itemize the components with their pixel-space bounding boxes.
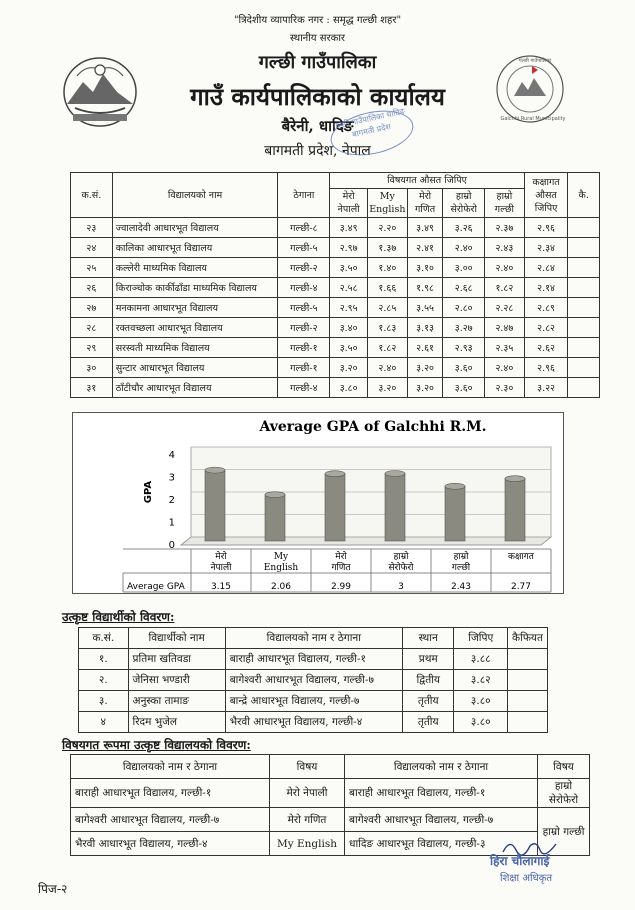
col-serophero: हाम्रो सेरोफेरो: [443, 189, 485, 218]
cell-sn: ३.: [79, 691, 129, 712]
col-remarks: कैफियत: [508, 628, 548, 649]
table-row: [71, 378, 600, 398]
cell-gpa-value: १.६६: [367, 278, 407, 298]
table-row: [79, 649, 548, 670]
cell-gpa-value: ३.५५: [407, 298, 443, 318]
cell-school: ज्वालादेवी आधारभूत विद्यालय: [112, 218, 278, 238]
chart-floor: [181, 537, 551, 545]
cell-gpa-value: ३.२७: [443, 318, 485, 338]
cell-gpa-value: २.९५: [330, 298, 368, 318]
cell-address: गल्छी-५: [278, 238, 330, 258]
cell-gpa-value: ३.४९: [330, 218, 368, 238]
col-school-2: विद्यालयको नाम र ठेगाना: [345, 755, 538, 779]
page-mark: पिज-२: [38, 882, 68, 896]
cell-gpa-value: १.८२: [485, 278, 525, 298]
cell-student-name: जेनिसा भण्डारी: [128, 670, 225, 691]
cell-school: मनकामना आधारभूत विद्यालय: [112, 298, 278, 318]
x-category-label: मेरो: [215, 552, 227, 562]
cell-position: तृतीय: [402, 691, 454, 712]
cell-gpa-value: ३.२६: [443, 218, 485, 238]
y-tick-label: 1: [168, 517, 175, 529]
x-category-label: हाम्रो: [453, 552, 469, 562]
table-row: [71, 238, 600, 258]
cell-remarks: [568, 358, 600, 378]
col-remarks: कै.: [568, 173, 600, 218]
data-label: 3: [398, 582, 404, 592]
cell-school: किराञ्चोक कार्कीढाँडा माध्यमिक विद्यालय: [112, 278, 278, 298]
signature-name: हिरा चौलागाई: [490, 854, 550, 868]
cell-sn: २८: [71, 318, 113, 338]
cell-gpa: ३.८०: [454, 691, 508, 712]
cell-school: बागेश्वरी आधारभूत विद्यालय, गल्छी-७: [345, 808, 538, 832]
cell-school-address: बान्द्रे आधारभूत विद्यालय, गल्छी-७: [225, 691, 402, 712]
y-tick-label: 2: [168, 495, 175, 506]
col-math: मेरो गणित: [407, 189, 443, 218]
table-row: [71, 338, 600, 358]
cell-sn: ४: [79, 712, 129, 733]
table-row: [79, 712, 548, 733]
cell-school-address: बागेश्वरी आधारभूत विद्यालय, गल्छी-७: [225, 670, 402, 691]
cell-school-address: भैरवी आधारभूत विद्यालय, गल्छी-४: [225, 712, 402, 733]
cell-gpa-value: २.४०: [485, 358, 525, 378]
table-row: [71, 808, 590, 832]
cell-gpa-value: २.३७: [485, 218, 525, 238]
cell-subject: मेरो नेपाली: [270, 779, 345, 808]
cell-gpa-value: १.८२: [367, 338, 407, 358]
cell-student-name: रिदम भुजेल: [128, 712, 225, 733]
x-category-label: नेपाली: [210, 563, 232, 573]
cell-subject: मेरो गणित: [270, 808, 345, 832]
cell-gpa-value: १.८३: [367, 318, 407, 338]
cell-remarks: [568, 278, 600, 298]
cell-school: सरस्वती माध्यमिक विद्यालय: [112, 338, 278, 358]
data-label: 2.06: [270, 582, 292, 592]
local-government-label: स्थानीय सरकार: [290, 33, 345, 44]
cell-gpa-value: ३.४०: [330, 318, 368, 338]
col-subject-1: विषय: [270, 755, 345, 779]
table-row: [71, 278, 600, 298]
office-place: बैरेनी, धादिङ: [281, 117, 354, 135]
cell-school: धादिङ आधारभूत विद्यालय, गल्छी-३: [345, 832, 538, 856]
cell-remarks: [508, 649, 548, 670]
cell-school: सुन्टार आधारभूत विद्यालय: [112, 358, 278, 378]
cell-sn: २९: [71, 338, 113, 358]
cell-sn: २.: [79, 670, 129, 691]
cell-gpa-value: २.८४: [524, 258, 568, 278]
col-total-gpa: कक्षागत औसत जिपिए: [524, 173, 568, 218]
x-category-label: कक्षागत: [508, 552, 534, 562]
cell-sn: २३: [71, 218, 113, 238]
cell-school-address: बाराही आधारभूत विद्यालय, गल्छी-१: [225, 649, 402, 670]
municipality-logo-text: गल्छी गाउँपालिका: [518, 58, 552, 64]
subject-best-section-title: विषयगत रूपमा उत्कृष्ट विद्यालयको विवरण:: [62, 738, 251, 752]
cell-gpa-value: २.४०: [443, 238, 485, 258]
cell-gpa-value: ३.६०: [443, 358, 485, 378]
col-english: My English: [367, 189, 407, 218]
cell-address: गल्छी-२: [278, 258, 330, 278]
cell-subject: हाम्रो गल्छी: [538, 808, 590, 856]
cell-remarks: [508, 712, 548, 733]
chart-bar-top: [265, 492, 285, 498]
cell-school: कालिका आधारभूत विद्यालय: [112, 238, 278, 258]
chart-bar-top: [385, 471, 405, 477]
cell-school: बाराही आधारभूत विद्यालय, गल्छी-१: [345, 779, 538, 808]
cell-gpa-value: ३.२०: [330, 358, 368, 378]
cell-gpa-value: २.८२: [524, 318, 568, 338]
province-name: बागमती प्रदेश, नेपाल: [264, 143, 371, 159]
data-label: 3.15: [210, 582, 232, 592]
cell-position: तृतीय: [402, 712, 454, 733]
y-tick-label: 4: [168, 450, 175, 461]
cell-gpa-value: २.३४: [524, 238, 568, 258]
cell-gpa-value: २.९७: [330, 238, 368, 258]
cell-gpa: ३.८८: [454, 649, 508, 670]
cell-remarks: [568, 238, 600, 258]
table-row: [71, 318, 600, 338]
data-label: 2.99: [330, 582, 352, 592]
x-category-label: English: [263, 563, 299, 573]
x-category-label: सेरोफेरो: [388, 563, 414, 573]
students-section-title: उत्कृष्ट विद्यार्थीको विवरण:: [62, 610, 175, 624]
cell-position: प्रथम: [402, 649, 454, 670]
chart-bar-top: [505, 476, 525, 482]
cell-remarks: [568, 258, 600, 278]
cell-gpa-value: २.८५: [367, 298, 407, 318]
cell-school: बागेश्वरी आधारभूत विद्यालय, गल्छी-७: [71, 808, 270, 832]
chart-bar: [385, 474, 405, 542]
cell-gpa-value: १.९८: [407, 278, 443, 298]
cell-position: द्वितीय: [402, 670, 454, 691]
cell-sn: १.: [79, 649, 129, 670]
cell-school: भैरवी आधारभूत विद्यालय, गल्छी-४: [71, 832, 270, 856]
cell-gpa-value: ३.६०: [443, 378, 485, 398]
chart-title: Average GPA of Galchhi R.M.: [259, 419, 487, 435]
office-stamp: गल्छी गाउँपालिका धादिङ बागमती प्रदेश: [327, 104, 418, 163]
cell-gpa-value: २.२०: [367, 218, 407, 238]
cell-gpa-value: २.६१: [407, 338, 443, 358]
cell-address: गल्छी-१: [278, 338, 330, 358]
cell-address: गल्छी-१: [278, 358, 330, 378]
cell-remarks: [568, 298, 600, 318]
cell-gpa-value: २.६८: [443, 278, 485, 298]
chart-bar: [265, 495, 285, 541]
table-row: [71, 779, 590, 808]
table-row: [71, 298, 600, 318]
col-gpa: जिपिए: [454, 628, 508, 649]
cell-address: गल्छी-२: [278, 318, 330, 338]
col-subject-2: विषय: [538, 755, 590, 779]
y-tick-label: 0: [168, 540, 175, 551]
cell-gpa-value: २.४०: [367, 358, 407, 378]
col-student-name: विद्यार्थीको नाम: [128, 628, 225, 649]
cell-gpa-value: ३.५०: [330, 258, 368, 278]
chart-bar: [325, 474, 345, 541]
cell-address: गल्छी-५: [278, 298, 330, 318]
table-row: [79, 670, 548, 691]
municipality-logo-caption: Galchhi Rural Municipality: [500, 116, 566, 122]
cell-gpa-value: ३.००: [443, 258, 485, 278]
cell-gpa-value: २.४०: [485, 258, 525, 278]
cell-gpa-value: २.६२: [524, 338, 568, 358]
data-label: 2.43: [450, 582, 472, 592]
cell-gpa-value: ३.२०: [407, 358, 443, 378]
table-row: [71, 218, 600, 238]
cell-sn: ३०: [71, 358, 113, 378]
x-category-label: हाम्रो: [393, 552, 409, 562]
chart-bar-top: [325, 471, 345, 477]
cell-remarks: [568, 318, 600, 338]
chart-bar: [505, 479, 525, 541]
top-students-table: [78, 627, 548, 733]
cell-school: बाराही आधारभूत विद्यालय, गल्छी-१: [71, 779, 270, 808]
cell-sn: २७: [71, 298, 113, 318]
cell-sn: २६: [71, 278, 113, 298]
cell-subject: My English: [270, 832, 345, 856]
cell-sn: २५: [71, 258, 113, 278]
cell-remarks: [568, 218, 600, 238]
cell-remarks: [508, 670, 548, 691]
chart-bar-top: [445, 483, 465, 489]
cell-school: ठाँटीचौर आधारभूत विद्यालय: [112, 378, 278, 398]
chart-bar: [445, 486, 465, 541]
cell-gpa: ३.८०: [454, 712, 508, 733]
col-subject-group: विषयगत औसत जिपिए: [330, 173, 524, 189]
cell-gpa-value: २.५८: [330, 278, 368, 298]
cell-gpa-value: ३.२२: [524, 378, 568, 398]
cell-gpa-value: २.८०: [443, 298, 485, 318]
legend-series-name: Average GPA: [127, 582, 185, 592]
col-school-1: विद्यालयको नाम र ठेगाना: [71, 755, 270, 779]
table-row: [71, 358, 600, 378]
col-position: स्थान: [402, 628, 454, 649]
cell-remarks: [568, 338, 600, 358]
cell-address: गल्छी-४: [278, 378, 330, 398]
cell-gpa-value: २.३५: [485, 338, 525, 358]
table-row: [79, 691, 548, 712]
cell-gpa-value: ३.८०: [330, 378, 368, 398]
cell-student-name: अनुस्का तामाङ: [128, 691, 225, 712]
cell-gpa-value: ३.१३: [407, 318, 443, 338]
average-gpa-chart: [72, 412, 564, 594]
cell-gpa-value: २.४१: [407, 238, 443, 258]
cell-gpa-value: ३.४९: [407, 218, 443, 238]
cell-gpa-value: ३.२०: [367, 378, 407, 398]
y-axis-label: GPA: [143, 480, 154, 504]
cell-gpa-value: २.८९: [524, 298, 568, 318]
cell-gpa-value: २.४७: [485, 318, 525, 338]
col-address: ठेगाना: [278, 173, 330, 218]
signature-designation: शिक्षा अधिकृत: [500, 873, 553, 884]
cell-school: कल्लेरी माध्यमिक विद्यालय: [112, 258, 278, 278]
cell-gpa-value: २.४३: [485, 238, 525, 258]
cell-gpa-value: १.३७: [367, 238, 407, 258]
col-galchhi: हाम्रो गल्छी: [485, 189, 525, 218]
motto: "त्रिदेशीय व्यापारिक नगर : समृद्ध गल्छी शहर": [233, 15, 402, 26]
cell-address: गल्छी-८: [278, 218, 330, 238]
cell-gpa-value: २.३०: [485, 378, 525, 398]
table-row: [71, 258, 600, 278]
cell-sn: ३१: [71, 378, 113, 398]
cell-school: रक्तवच्छला आधारभूत विद्यालय: [112, 318, 278, 338]
cell-gpa-value: ३.२०: [407, 378, 443, 398]
col-school-address: विद्यालयको नाम र ठेगाना: [225, 628, 402, 649]
x-category-label: गल्छी: [451, 563, 471, 573]
col-school: विद्यालयको नाम: [112, 173, 278, 218]
x-category-label: गणित: [331, 563, 351, 573]
x-category-label: My: [273, 552, 289, 562]
x-category-label: मेरो: [335, 552, 347, 562]
office-name: गाउँ कार्यपालिकाको कार्यालय: [190, 82, 445, 111]
cell-subject: हाम्रो सेरोफेरो: [538, 779, 590, 808]
cell-gpa-value: २.९६: [524, 358, 568, 378]
cell-remarks: [568, 378, 600, 398]
chart-bar: [205, 470, 225, 541]
cell-student-name: प्रतिमा खतिवडा: [128, 649, 225, 670]
cell-sn: २४: [71, 238, 113, 258]
nepal-emblem-logo: [55, 52, 145, 132]
col-sn: क.सं.: [79, 628, 129, 649]
cell-gpa-value: २.९६: [524, 218, 568, 238]
cell-gpa-value: १.४०: [367, 258, 407, 278]
data-label: 2.77: [510, 582, 532, 592]
cell-gpa-value: २.१४: [524, 278, 568, 298]
col-sn: क.सं.: [71, 173, 113, 218]
cell-gpa-value: ३.१०: [407, 258, 443, 278]
cell-gpa: ३.८२: [454, 670, 508, 691]
cell-gpa-value: २.२८: [485, 298, 525, 318]
cell-remarks: [508, 691, 548, 712]
cell-gpa-value: ३.५०: [330, 338, 368, 358]
school-gpa-table: [70, 172, 600, 398]
cell-gpa-value: २.९३: [443, 338, 485, 358]
col-nepali: मेरो नेपाली: [330, 189, 368, 218]
cell-address: गल्छी-४: [278, 278, 330, 298]
y-tick-label: 3: [168, 472, 175, 484]
chart-bar-top: [205, 467, 225, 473]
municipality-name: गल्छी गाउँपालिका: [258, 52, 377, 73]
chart-canvas: [73, 413, 563, 593]
